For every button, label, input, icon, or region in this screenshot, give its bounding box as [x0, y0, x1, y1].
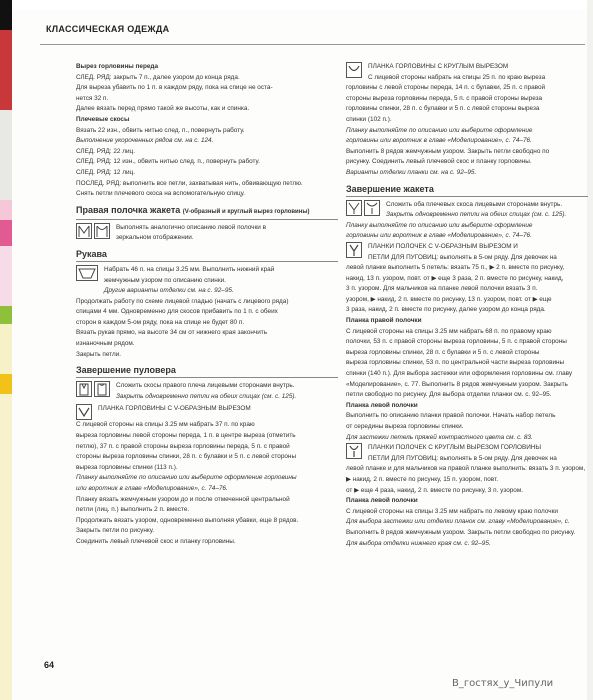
right-column	[346, 62, 588, 549]
text-line: ПЕТЛИ ДЛЯ ПУГОВИЦ: выполнять в 5-ом ряду. Для девочек на	[368, 454, 557, 462]
icon-group	[346, 242, 362, 258]
text-line: спинки (140 п.). Для выбора застежки или оформления горловины см. главу	[346, 370, 573, 378]
text-line: Соединить левый плечевой скос и планку горловины.	[76, 537, 236, 545]
watermark: В_гостях_у_Чипули	[452, 678, 554, 689]
round-bands-block	[346, 443, 588, 464]
text-line: «Моделирование», с. 77. Выполнить 8 рядов жемчужным узором. Закрыть	[346, 380, 568, 388]
sleeve-icon	[76, 265, 98, 281]
pullover-block	[76, 381, 338, 402]
text-line: СЛЕД. РЯД: закрыть 7 п., далее узором до конца ряда.	[76, 73, 240, 81]
text-line: Далее вязать перед прямо такой же высоты, как и спинка.	[76, 105, 250, 113]
text-line: спинки (102 п.).	[346, 115, 392, 123]
text-line: С лицевой стороны набрать на спицы 25 п. по краю выреза	[368, 73, 546, 81]
heading-sleeves: Рукава	[76, 248, 107, 259]
text-line: Другие варианты отделки см. на с. 92–95.	[104, 287, 234, 295]
round-neckband-icon	[346, 62, 362, 78]
text-line: Выполнить по описанию планки правой полочки. Начать набор петель	[346, 412, 556, 420]
heading-right-front	[76, 204, 338, 218]
v-neck-jacket-icon	[76, 223, 92, 239]
v-bands-head	[368, 242, 557, 263]
icon-group	[76, 223, 110, 239]
heading-left-band-2: Планка левой полочки	[346, 497, 418, 505]
text-line: СЛЕД. РЯД: 22 лиц.	[76, 147, 135, 155]
text-line: выреза горловины левой стороны переда, 1 п. в центре выреза (отметить	[76, 432, 296, 440]
text-line: от ▶ еще 4 раза, накид, 2 п. вместе по рисунку, 3 п. узором.	[346, 486, 524, 494]
v-front-bands-icon	[346, 242, 362, 258]
text-line: Планку вязать жемчужным узором до и после отмеченной центральной	[76, 495, 290, 503]
text-line: Выполнение укороченных рядов см. на с. 124.	[76, 137, 214, 145]
text-line: Вязать 22 изн., обвить нитью след. п., повернуть работу.	[76, 126, 245, 134]
text-line: спицами 4 мм. Одновременно для скосов прибавить по 1 п. с обеих	[76, 308, 278, 316]
color-tab-bar	[0, 0, 12, 700]
header-rule	[40, 44, 585, 45]
text-line: изнаночным рядом.	[76, 340, 135, 348]
icon-group	[76, 265, 98, 281]
round-neckband-head	[368, 62, 545, 83]
text-line: Выполнить 8 рядов жемчужным узором. Закрыть петли свободно по рисунку.	[346, 528, 576, 536]
text-line: Планку выполняйте по описанию или выберите оформление	[346, 221, 533, 229]
text-line: ПЛАНКИ ПОЛОЧЕК С V-ОБРАЗНЫМ ВЫРЕЗОМ И	[368, 242, 518, 250]
round-bands-head	[368, 443, 557, 464]
text-line: сторон в каждом 5-ом ряду, пока на спице не будет 80 п.	[76, 318, 245, 326]
text-line: Снять петли плечевого скоса на вспомогательную спицу.	[76, 190, 245, 198]
text-line: Закрыть петли.	[76, 350, 122, 358]
text-line: Набрать 46 п. на спицы 3.25 мм. Выполнить нижний край	[104, 265, 275, 273]
text-line: узором, ▶ накид, 2 п. вместе по рисунку, 13 п. узором, повт. от ▶ еще	[346, 295, 552, 303]
icon-group	[346, 200, 380, 216]
text-line: горловины или воротник в главе «Моделирование», с. 74–76.	[346, 137, 532, 145]
icon-group	[76, 381, 110, 397]
heading-jacket: Завершение жакета	[346, 183, 434, 194]
section-title: КЛАССИЧЕСКАЯ ОДЕЖДА	[46, 24, 170, 34]
text-line: Закрыть петли по рисунку.	[76, 527, 155, 535]
left-column	[76, 62, 338, 548]
text-line: Выполнять аналогично описанию левой полочки в	[116, 223, 267, 231]
text-line: выреза горловины спинки, 53 п. по центральной части выреза горловины	[346, 359, 565, 367]
divider	[76, 377, 338, 378]
text-line: Сложить скосы правого плеча лицевыми сторонами внутрь.	[116, 382, 295, 390]
top-strip	[0, 0, 593, 10]
text-line: ПЛАНКА ГОРЛОВИНЫ С V-ОБРАЗНЫМ ВЫРЕЗОМ	[98, 405, 251, 413]
text-line: Планку выполняйте по описанию или выберите оформление	[346, 126, 533, 134]
heading-right-front-sub: (V-образный и круглый вырез горловины)	[182, 208, 310, 215]
text-line: 3 раза, накид, 2 п. вместе по рисунку, далее узором до конца ряда.	[346, 306, 546, 314]
text-line: ПЛАНКА ГОРЛОВИНЫ С КРУГЛЫМ ВЫРЕЗОМ	[368, 63, 509, 70]
heading-neck: Вырез горловины переда	[76, 63, 159, 70]
icon-group	[346, 443, 362, 459]
round-front-bands-icon	[346, 443, 362, 459]
v-neckband-icon	[76, 404, 92, 420]
text-line: стороны выреза горловины спинки, 28 п. с булавки и 5 п. с левой стороны	[76, 453, 297, 461]
text-line: СЛЕД. РЯД: 12 изн., обвить нитью след. п., повернуть работу.	[76, 158, 260, 166]
divider	[76, 261, 338, 262]
text-line: горловины спинки, 28 п. с булавки и 5 п. с левой стороны выреза	[346, 105, 540, 113]
text-line: полочки, 53 п. с правой стороны выреза горловины, 5 п. с правой стороны	[346, 338, 567, 346]
right-front-text	[116, 223, 266, 244]
text-line: накид, 13 п. узором, повт. от ▶ еще 3 раза, 2 п. вместе по рисунку, накид,	[346, 274, 564, 282]
text-line: Сложить оба плечевых скоса лицевыми сторонами внутрь.	[386, 200, 563, 208]
heading-shoulder: Плечевые скосы	[76, 115, 130, 123]
page-number: 64	[44, 660, 55, 670]
text-line: Для выбора отделки нижнего края см. с. 92–95.	[346, 539, 491, 547]
jacket-v-icon	[346, 200, 362, 216]
pullover-text-intro	[116, 381, 296, 402]
text-line: ПЛАНКИ ПОЛОЧЕК С КРУГЛЫМ ВЫРЕЗОМ ГОРЛОВИНЫ	[368, 444, 542, 452]
text-line: СЛЕД. РЯД: 12 лиц.	[76, 168, 135, 176]
text-line: С лицевой стороны на спицы 3.25 мм набрать 37 п. по краю	[76, 421, 255, 429]
text-line: Закрыть одновременно петли на обеих спицах (см. с. 125).	[116, 392, 297, 400]
text-line: 3 п. узором. Для мальчиков на планке левой полочки вязать 3 п.	[346, 285, 538, 293]
text-line: жемчужным узором по описанию спинки.	[104, 276, 226, 284]
text-line: стороны выреза горловины переда, 5 п. с правой стороны выреза	[346, 94, 543, 102]
text-line: левой планке и для мальчиков на правой планке выполнить: вязать 3 п. узором, ▶ накид, 2 п. вместе по рисунку, 15 п. узором, повт.	[346, 465, 586, 483]
sleeves-block	[76, 265, 338, 297]
text-line: Закрыть одновременно петли на обеих спицах (см. с. 125).	[386, 211, 567, 219]
icon-group	[76, 404, 92, 420]
text-line: Продолжать работу по схеме лицевой гладью (начать с лицевого ряда)	[76, 297, 289, 305]
heading-left-band: Планка левой полочки	[346, 401, 418, 409]
v-bands-block	[346, 242, 588, 263]
text-line: петлю), 37 п. с правой стороны выреза горловины переда, 5 п. с правой	[76, 442, 290, 450]
text-line: зеркальном отображении.	[116, 234, 194, 242]
text-line: Продолжать вязать узором, одновременно выполняя убавки, еще 8 рядов.	[76, 516, 299, 524]
icon-group	[346, 62, 362, 78]
heading-right-band: Планка правой полочки	[346, 317, 422, 325]
jacket-block	[346, 200, 588, 221]
text-line: С лицевой стороны на спицы 3.25 мм набрать по левому краю полочки	[346, 507, 558, 515]
text-line: рисунку. Соединить левый плечевой скос и планку горловины.	[346, 158, 532, 166]
text-line: ПЕТЛИ ДЛЯ ПУГОВИЦ: выполнять в 5-ом ряду. Для девочек на	[368, 253, 557, 261]
round-neckband-block	[346, 62, 588, 83]
right-front-block	[76, 223, 338, 244]
divider	[76, 219, 338, 220]
text-line: Выполнить 8 рядов жемчужным узором. Закрыть петли свободно по	[346, 147, 550, 155]
pullover-back-icon	[94, 381, 110, 397]
text-line: Вязать рукав прямо, на высоте 34 см от нижнего края закончить	[76, 329, 268, 337]
text-line: выреза горловины спинки (113 п.).	[76, 463, 178, 471]
text-line: ПОСЛЕД. РЯД: выполнить все петли, захватывая нить, обвивающую петлю.	[76, 179, 303, 187]
text-line: Для застежки петель пряжей контрастного цвета см. с. 83.	[346, 433, 533, 441]
text-line: Варианты отделки планки см. на с. 92–95.	[346, 168, 477, 176]
text-line: или воротник в главе «Моделирование», с. 74–76.	[76, 485, 228, 492]
heading-pullover: Завершение пуловера	[76, 365, 176, 376]
text-line: левой планке выполнить 5 петель: вязать 75 п., ▶ 2 п. вместе по рисунку,	[346, 264, 565, 272]
divider	[346, 196, 588, 197]
text-line: петли свободно по рисунку. Для выбора отделки планки см. с. 92–95.	[346, 391, 552, 399]
text-line: нется 32 п.	[76, 94, 109, 102]
text-line: горловины или воротник в главе «Моделирование», с. 74–76.	[346, 232, 532, 240]
v-neckband-block	[76, 404, 338, 420]
text-line: от середины выреза горловины спинки.	[346, 423, 464, 430]
text-line: петли (лиц. п.) выполнить 2 п. вместе.	[76, 506, 190, 514]
text-line: Планку выполняйте по описанию или выберите оформление горловины	[76, 474, 297, 482]
pullover-front-icon	[76, 381, 92, 397]
text-line: С лицевой стороны на спицы 3.25 мм набрать 68 п. по правому краю	[346, 327, 552, 335]
text-line: Для выреза убавить по 1 п. в каждом ряду, пока на спице не оста-	[76, 84, 273, 92]
text-line: выреза горловины спинки, 28 п. с булавки и 5 п. с левой стороны	[346, 348, 540, 356]
text-line: горловины с левой стороны переда, 14 п. с булавки, 25 п. с правой	[346, 84, 546, 92]
text-line: Для выбора застежки или отделки планок см. главу «Моделирование», с.	[346, 518, 570, 526]
jacket-round-icon	[364, 200, 380, 216]
heading-right-front-text: Правая полочка жакета	[76, 204, 181, 215]
sleeves-text-intro	[104, 265, 274, 297]
round-neck-jacket-icon	[94, 223, 110, 239]
jacket-text-intro	[386, 200, 566, 221]
